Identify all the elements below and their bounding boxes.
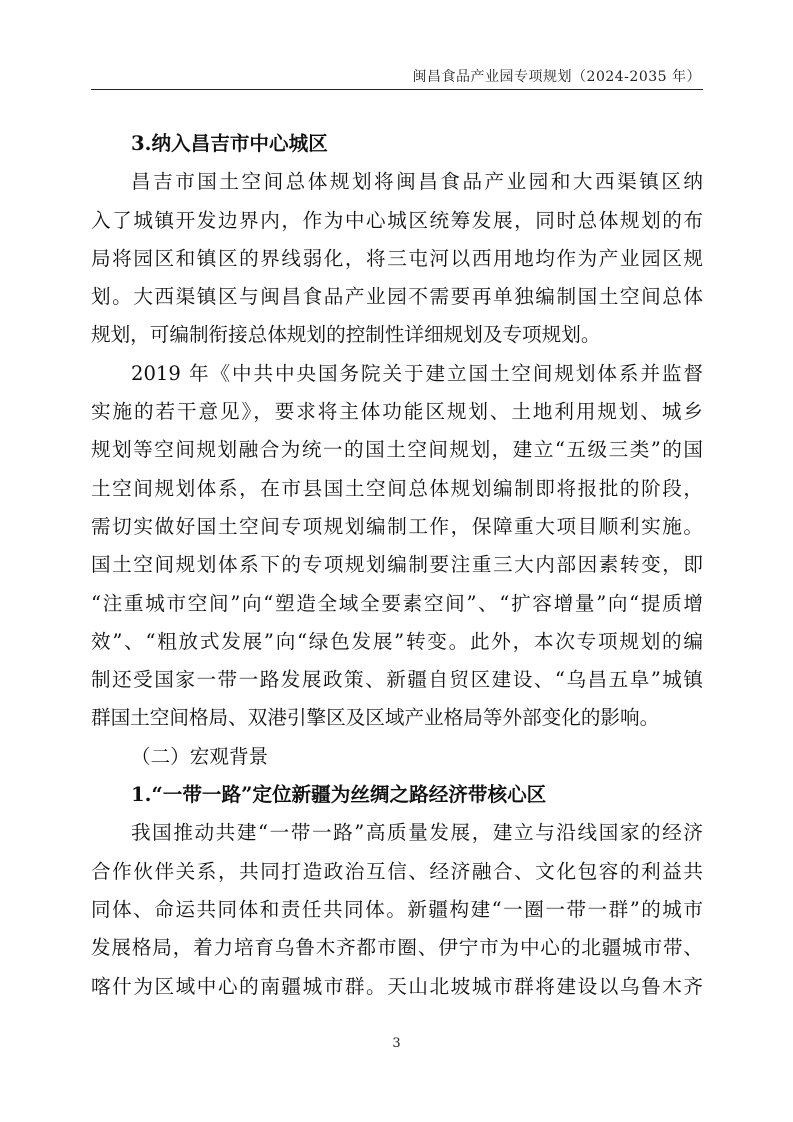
paragraph-line: 发展格局，着力培育乌鲁木齐都市圈、伊宁市为中心的北疆城市带、	[91, 936, 703, 960]
page-number: 3	[392, 1036, 401, 1051]
paragraph-line: 划。大西渠镇区与闽昌食品产业园不需要再单独编制国土空间总体	[91, 285, 703, 309]
paragraph-line: 昌吉市国土空间总体规划将闽昌食品产业园和大西渠镇区纳	[131, 170, 703, 194]
paragraph-line: 土空间规划体系，在市县国土空间总体规划编制即将报批的阶段，	[91, 476, 703, 500]
paragraph-line: 我国推动共建“一带一路”高质量发展，建立与沿线国家的经济	[131, 821, 703, 845]
paragraph-line: 2019 年《中共中央国务院关于建立国土空间规划体系并监督	[131, 361, 703, 385]
paragraph-line: 实施的若干意见》，要求将主体功能区规划、土地利用规划、城乡	[91, 400, 703, 424]
paragraph-line: 需切实做好国土空间专项规划编制工作，保障重大项目顺利实施。	[91, 514, 703, 538]
paragraph-line: “注重城市空间”向“塑造全域全要素空间”、“扩容增量”向“提质增	[91, 591, 703, 615]
section-heading: 1.“一带一路”定位新疆为丝绸之路经济带核心区	[131, 783, 547, 807]
running-header: 闽昌食品产业园专项规划（2024-2035 年）	[412, 69, 701, 85]
section-heading: 3.纳入昌吉市中心城区	[131, 132, 328, 155]
paragraph-line: 国土空间规划体系下的专项规划编制要注重三大内部因素转变，即	[91, 553, 703, 577]
header-divider	[91, 89, 703, 90]
paragraph-line: 群国土空间格局、双港引擎区及区域产业格局等外部变化的影响。	[91, 706, 660, 730]
subsection-heading: （二）宏观背景	[131, 744, 269, 768]
paragraph-line: 制还受国家一带一路发展政策、新疆自贸区建设、“乌昌五阜”城镇	[91, 668, 703, 692]
paragraph-line: 局将园区和镇区的界线弱化，将三屯河以西用地均作为产业园区规	[91, 246, 703, 270]
paragraph-line: 入了城镇开发边界内，作为中心城区统筹发展，同时总体规划的布	[91, 208, 703, 232]
paragraph-line: 喀什为区域中心的南疆城市群。天山北坡城市群将建设以乌鲁木齐	[91, 974, 703, 998]
paragraph-line: 合作伙伴关系，共同打造政治互信、经济融合、文化包容的利益共	[91, 859, 703, 883]
page-body	[91, 125, 703, 1006]
paragraph-line: 规划等空间规划融合为统一的国土空间规划，建立“五级三类”的国	[91, 438, 703, 462]
paragraph-line: 规划，可编制衔接总体规划的控制性详细规划及专项规划。	[91, 323, 601, 347]
paragraph-line: 效”、“粗放式发展”向“绿色发展”转变。此外，本次专项规划的编	[91, 629, 703, 653]
paragraph-line: 同体、命运共同体和责任共同体。新疆构建“一圈一带一群”的城市	[91, 897, 703, 921]
